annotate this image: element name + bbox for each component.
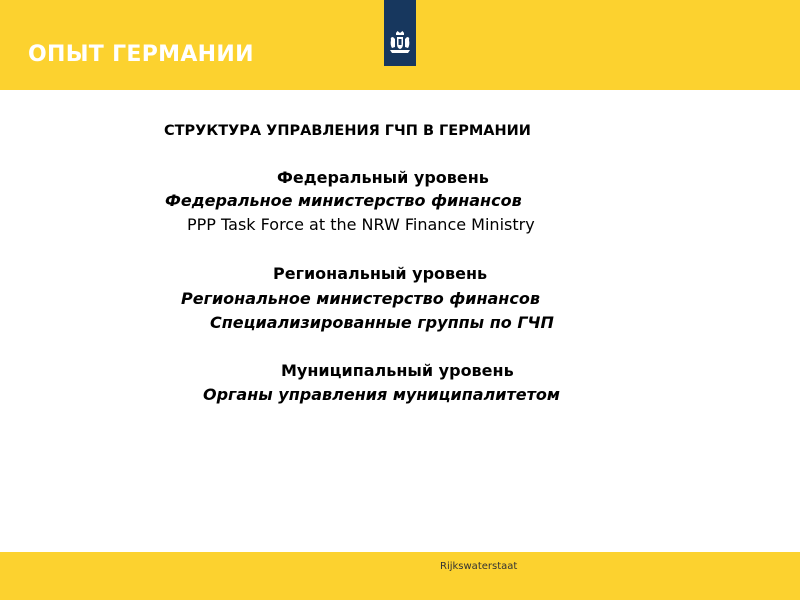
task-force-label: PPP Task Force at the NRW Finance Ministry: [187, 215, 535, 234]
footer-organization: Rijkswaterstaat: [440, 561, 518, 572]
federal-level-label: Федеральный уровень: [277, 168, 489, 187]
municipal-bodies-label: Органы управления муниципалитетом: [203, 385, 560, 404]
page-title: ОПЫТ ГЕРМАНИИ: [28, 42, 254, 67]
regional-ministry-label: Региональное министерство финансов: [181, 289, 540, 308]
footer-bar: [0, 552, 800, 600]
regional-level-label: Региональный уровень: [273, 264, 488, 283]
federal-ministry-label: Федеральное министерство финансов: [165, 191, 522, 210]
municipal-level-label: Муниципальный уровень: [281, 361, 514, 380]
ppp-groups-label: Специализированные группы по ГЧП: [210, 313, 554, 332]
section-heading: СТРУКТУРА УПРАВЛЕНИЯ ГЧП В ГЕРМАНИИ: [164, 123, 531, 139]
